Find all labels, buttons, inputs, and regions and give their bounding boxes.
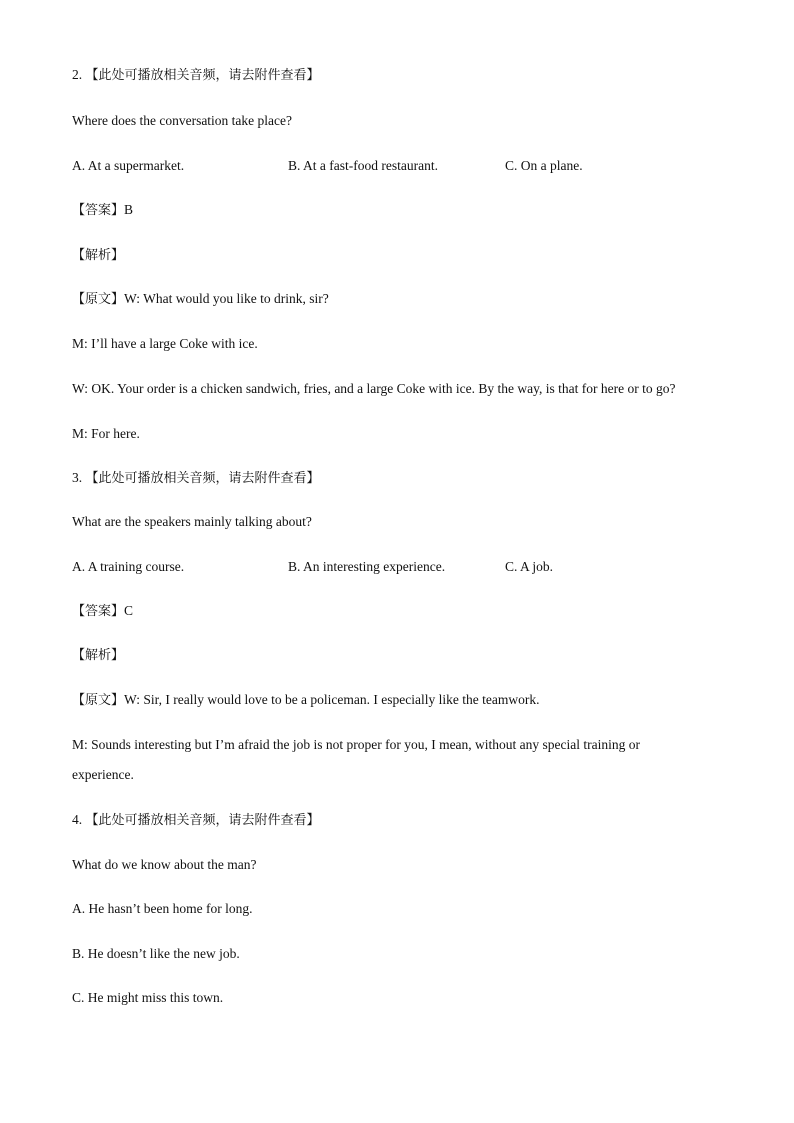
- q2-option-c: C. On a plane.: [505, 158, 583, 173]
- q4-question: What do we know about the man?: [72, 857, 257, 872]
- q3-analysis-tag: 【解析】: [72, 648, 125, 663]
- q4-option-a: A. He hasn’t been home for long.: [72, 901, 253, 916]
- q2-answer: [72, 201, 133, 220]
- q3-option-c: C. A job.: [505, 559, 554, 574]
- q2-option-b: B. At a fast-food restaurant.: [288, 158, 438, 173]
- q2-answer-tag: 【答案】: [72, 203, 125, 218]
- q4-option-b: B. He doesn’t like the new job.: [72, 946, 240, 961]
- q3-original-tag: 【原文】: [72, 693, 125, 708]
- q2-transcript-text: W: What would you like to drink, sir?: [124, 291, 329, 306]
- q3-answer: [72, 602, 133, 621]
- q3-transcript-line: M: Sounds interesting but I’m afraid the job is not proper for you, I mean, without any special training or: [72, 737, 641, 752]
- q2-transcript-line: M: I’ll have a large Coke with ice.: [72, 336, 258, 351]
- q3-analysis: [72, 646, 124, 665]
- q3-answer-tag: 【答案】: [72, 604, 125, 619]
- q3-number: 3.: [72, 470, 83, 485]
- q3-option-a: A. A training course.: [72, 559, 185, 574]
- q3-answer-value: C: [124, 603, 134, 618]
- q3-header: [72, 469, 320, 488]
- q2-transcript-line: M: For here.: [72, 426, 140, 441]
- q2-audio-note: 【此处可播放相关音频，请去附件查看】: [85, 68, 320, 83]
- q2-option-a: A. At a supermarket.: [72, 158, 185, 173]
- q2-answer-value: B: [124, 202, 134, 217]
- q4-audio-note: 【此处可播放相关音频，请去附件查看】: [85, 813, 320, 828]
- q3-transcript-line: [72, 691, 539, 710]
- q3-option-b: B. An interesting experience.: [288, 559, 446, 574]
- q2-number: 2.: [72, 67, 83, 82]
- q4-number: 4.: [72, 812, 83, 827]
- q2-header: [72, 66, 320, 85]
- q2-original-tag: 【原文】: [72, 292, 125, 307]
- q4-header: [72, 811, 320, 830]
- q2-analysis-tag: 【解析】: [72, 248, 125, 263]
- q4-option-c: C. He might miss this town.: [72, 990, 224, 1005]
- q3-question: What are the speakers mainly talking about?: [72, 514, 312, 529]
- q2-transcript-line: W: OK. Your order is a chicken sandwich, fries, and a large Coke with ice. By the way, is that for here or to go?: [72, 381, 676, 396]
- q2-transcript-line: [72, 290, 329, 309]
- q2-analysis: [72, 246, 124, 265]
- q3-transcript-text: W: Sir, I really would love to be a policeman. I especially like the teamwork.: [124, 692, 540, 707]
- q2-question: Where does the conversation take place?: [72, 113, 293, 128]
- q3-audio-note: 【此处可播放相关音频，请去附件查看】: [85, 471, 320, 486]
- q3-transcript-line: experience.: [72, 767, 134, 782]
